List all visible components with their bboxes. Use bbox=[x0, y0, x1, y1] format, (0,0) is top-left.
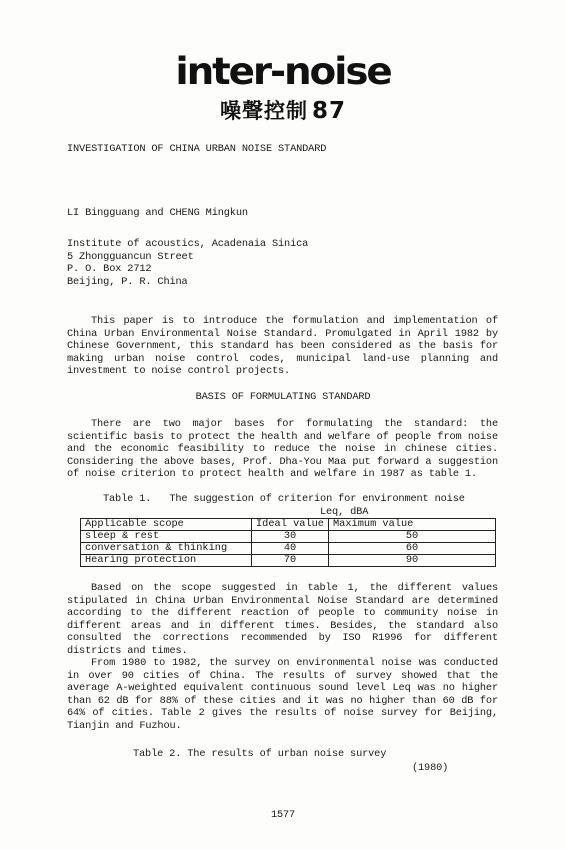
paper-title: INVESTIGATION OF CHINA URBAN NOISE STANDARD bbox=[67, 143, 327, 155]
body-paragraph-1: There are two major bases for formulating the standard: the scientific basis to protect the health and welfare of people from noise and the economic feasibility to reduce the noise in chinese cities. Considering the above bases, Prof. Dha-You Maa put forward a suggestion of noise criterion to protect health and welfare in 1987 as table 1. bbox=[67, 418, 498, 481]
table-header-cell: Ideal value bbox=[252, 519, 329, 531]
abstract-paragraph: This paper is to introduce the formulation and implementation of China Urban Environmental Noise Standard. Promulgated in April 1982 by Chinese Government, this standard has been considered as the basis for making urban noise control codes, municipal land-use planning and investment to noise control projects. bbox=[67, 315, 498, 378]
table-cell: 50 bbox=[329, 531, 496, 543]
logo-text: inter-noise bbox=[175, 50, 391, 93]
logo-year: 87 bbox=[311, 98, 346, 124]
table-cell: 60 bbox=[329, 543, 496, 555]
conference-logo bbox=[0, 52, 566, 92]
body-paragraph-3: From 1980 to 1982, the survey on environmental noise was conducted in over 90 cities of China. The results of survey showed that the average A-weighted equivalent continuous sound level Leq was no higher than 62 dB for 88% of these cities and it was no higher than 60 dB for 64% of cities. Table 2 gives the results of noise survey for Beijing, Tianjin and Fuzhou. bbox=[67, 657, 498, 732]
table-cell: 30 bbox=[252, 531, 329, 543]
table-cell: sleep & rest bbox=[81, 531, 252, 543]
table2-caption: Table 2. The results of urban noise survey bbox=[133, 748, 387, 760]
table-header-cell: Applicable scope bbox=[81, 519, 252, 531]
table1-unit: Leq, dBA bbox=[320, 506, 369, 518]
table-cell: Hearing protection bbox=[81, 555, 252, 567]
affiliation-block bbox=[67, 238, 308, 288]
affiliation-line: Institute of acoustics, Acadenaia Sinica bbox=[67, 238, 309, 250]
logo-chinese: 噪聲控制 bbox=[219, 99, 308, 123]
criterion-table bbox=[80, 518, 496, 567]
page-number: 1577 bbox=[270, 809, 296, 821]
table-row bbox=[81, 543, 496, 555]
table-cell: 90 bbox=[329, 555, 496, 567]
table-row bbox=[81, 531, 496, 543]
affiliation-line: Beijing, P. R. China bbox=[67, 275, 188, 288]
table-cell: 40 bbox=[252, 543, 329, 555]
body-paragraph-2: Based on the scope suggested in table 1, the different values stipulated in China Urban Environmental Noise Standard are determined according to the different reaction of people to community noise in different areas and in different times. Besides, the standard also consulted the corrections recommended by ISO R1996 for different districts and times. bbox=[67, 582, 498, 657]
affiliation-line: 5 Zhongguancun Street bbox=[67, 250, 194, 263]
table1-caption: Table 1. The suggestion of criterion for environment noise bbox=[103, 493, 465, 505]
table-header-cell: Maximum value bbox=[329, 519, 496, 531]
section-heading: BASIS OF FORMULATING STANDARD bbox=[195, 391, 371, 403]
table-cell: conversation & thinking bbox=[81, 543, 252, 555]
table-row bbox=[81, 555, 496, 567]
paper-authors: LI Bingguang and CHENG Mingkun bbox=[67, 207, 248, 219]
conference-logo-subtitle bbox=[0, 95, 566, 125]
table2-year: (1980) bbox=[412, 762, 449, 774]
affiliation-line: P. O. Box 2712 bbox=[67, 263, 152, 276]
table-header-row bbox=[81, 519, 496, 531]
table-cell: 70 bbox=[252, 555, 329, 567]
